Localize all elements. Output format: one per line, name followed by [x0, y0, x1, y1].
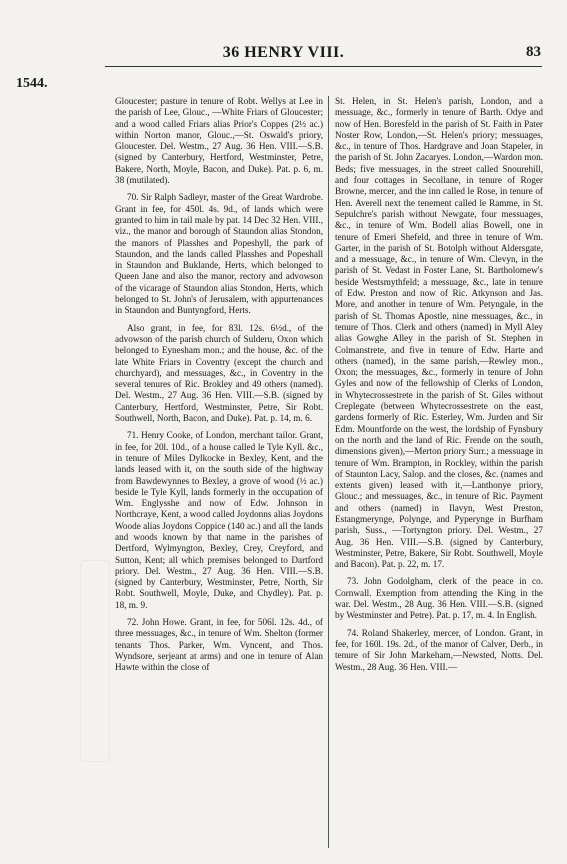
paragraph-74: 74. Roland Shakerley, mercer, of London. Grant, in fee, for 160l. 19s. 2d., of the manor of Calver, Derb., in tenure of Sir John Markeham,—Newsted, Notts. Del. Westm., 28 Aug. 36 Hen. VIII.—	[335, 627, 543, 672]
paragraph: St. Helen, in St. Helen's parish, London, and a messuage, &c., formerly in tenure of Barth. Odye and now of Hen. Boresfeld in the parish of St. Faith in Pater Noster Row, London,—St. Helen's priory; messuages, &c., in tenure of Thos. Hardgrave and Joan Stapeler, in the parish of St. John Zacaryes. London,—Wardon mon. Beds; five messuages, in the street called Snourehill, and four cottages in Secollane, in tenure of Roger Browne, mercer, and the inn called le Rose, in tenure of Hen. Averell next the tenement called le Ramme, in St. Sepulchre's parish without Newgate, four messuages, &c., in tenure of Wm. Bodell alias Bowell, one in tenure of Emeri Shefeld, and three in tenure of Wm. Garter, in the parish of St. Botolph without Aldersgate, and a messuage, &c., in tenure of Wm. Clevyn, in the parish of St. Vedast in Foster Lane, St. Bartholomew's beside Westsmythfeld; a messuage, &c., late in tenure of Edw. Preston and now of Ric. Atkynson and Jas. More, and another in tenure of Wm. Petyngale, in the parish of St. Thomas Apostle, nine messuages, &c., in tenure of Thos. Clerk and others (named) in Myll Aley alias Gowghe Alley in the parish of St. Stephen in Colmanstrete, and five in tenure of Edw. Harte and others (named), in the same parish,—Rewley mon., Oxon; the messuages, &c., formerly in tenure of John Gyles and now of the fellowship of Clerks of London, in Whytecrossestrete in the parish of St. Giles without Creplegate (between Whytecrossestrete on the east, gardens formerly of Ric. Esterley, Wm. Jurden and Sir Edm. Mountforde on the west, the lordship of Fynsbury on the north and the land of Ric. Frende on the south, dimensions given),—Merton priory Surr.; a messuage in tenure of Wm. Brampton, in Rockley, within the parish of Staunton Lacy, Salop. and the closes, &c. (names and extents given) leased with it,—Lanthonye priory, Glouc.; and messuages, &c., in tenure of Ric. Payment and others (named) in Ilavyn, West Preston, Estangmerynge, Polynge, and Pyperynge in Burfham parish, Suss., —Tortyngton priory. Del. Westm., 27 Aug. 36 Hen. VIII.—S.B. (signed by Canterbury, Westminster, Petre, Bakere, Sir Robt. Southwell, Moyle and Bacon). Pat. p. 22, m. 17.	[335, 96, 543, 570]
paragraph-71: 71. Henry Cooke, of London, merchant tailor. Grant, in fee, for 20l. 10d., of a house called le Tyle Kyll. &c., in tenure of Miles Dylkocke in Bexley, Kent, and the lands leased with it, on the south side of the highway from Bawdewynnes to Bexley, a grove of wood (½ ac.) beside le Tyle Kyll, lands formerly in the occupation of Wm. Englysshe and now of Edw. Johnson in Northcraye, Kent, a wood called Joydonns alias Joydons Woode alias Joydons Coppice (140 ac.) and all the lands and woods known by that name in the parishes of Dertford, Wylmyngton, Bexley, Crey, Creyford, and Sutton, Kent; all which premises belonged to Dartford priory. Del. Westm., 27 Aug. 36 Hen. VIII.—S.B. (signed by Canterbury, Westminster, Petre, North, Sir Robt. Southwell, Moyle, Duke, and Chydley). Pat. p. 18, m. 9.	[115, 430, 323, 610]
library-stamp	[80, 560, 110, 762]
page-number: 83	[526, 44, 541, 60]
paragraph-73: 73. John Godolgham, clerk of the peace in co. Cornwall. Exemption from attending the King in the war. Del. Westm., 28 Aug. 36 Hen. VIII.—S.B. (signed by Westminster and Petre). Pat. p. 17, m. 4. In English.	[335, 576, 543, 621]
running-title: 36 HENRY VIII.	[222, 44, 345, 61]
left-column	[115, 96, 323, 680]
paragraph-72: 72. John Howe. Grant, in fee, for 506l. 12s. 4d., of three messuages, &c., in tenure of Wm. Shelton (former tenants Thos. Parker, Wm. Vyncent, and Thos. Wyndsore, serjeant at arms) and one in tenure of Alan Hawte within the close of	[115, 617, 323, 673]
column-divider	[328, 96, 329, 848]
year-marker: 1544.	[16, 76, 48, 91]
paragraph: Also grant, in fee, for 83l. 12s. 6½d., of the advowson of the parish church of Sulderu, Oxon which belonged to Eynesham mon.; and the house, &c. of the late White Friars in Coventry (except the church and churchyard), and messuages, &c., in Coventry in the several tenures of Ric. Brokley and 49 others (named). Del. Westm., 27 Aug. 36 Hen. VIII.—S.B. (signed by Canterbury, Hertford, Westminster, Petre, Sir Robt. Southwell, North, Bacon, and Duke). Pat. p. 14, m. 6.	[115, 322, 323, 424]
header-rule	[105, 66, 542, 67]
paragraph: Gloucester; pasture in tenure of Robt. Wellys at Lee in the parish of Lee, Glouc., —White Friars of Gloucester; and a wood called Friars alias Prior's Coppes (2½ ac.) within Norton manor, Glouc.,—St. Oswald's priory, Gloucester. Del. Westm., 27 Aug. 36 Hen. VIII.—S.B. (signed by Canterbury, Hertford, Westminster, Petre, Bakere, North, Moyle, Bacon, and Duke). Pat. p. 6, m. 38 (mutilated).	[115, 96, 323, 186]
right-column	[335, 96, 543, 679]
paragraph-70: 70. Sir Ralph Sadleyr, master of the Great Wardrobe. Grant in fee, for 450l. 4s. 9d., of lands which were granted to him in tail male by pat. 14 Dec 32 Hen. VIII., viz., the manor and borough of Staundon alias Stondon, the manors of Plasshes and Popeshyll, the park of Staundon, and the lands called Plasshes and Popeshall in Staundon and Buklande, Herts, which belonged to Queen Jane and also the manor, rectory and advowson of the vicarage of Staundon alias Stondon, Herts, which belonged to St. John's of Jerusalem, with appurtenances in Staundon and Buntyngford, Herts.	[115, 192, 323, 316]
